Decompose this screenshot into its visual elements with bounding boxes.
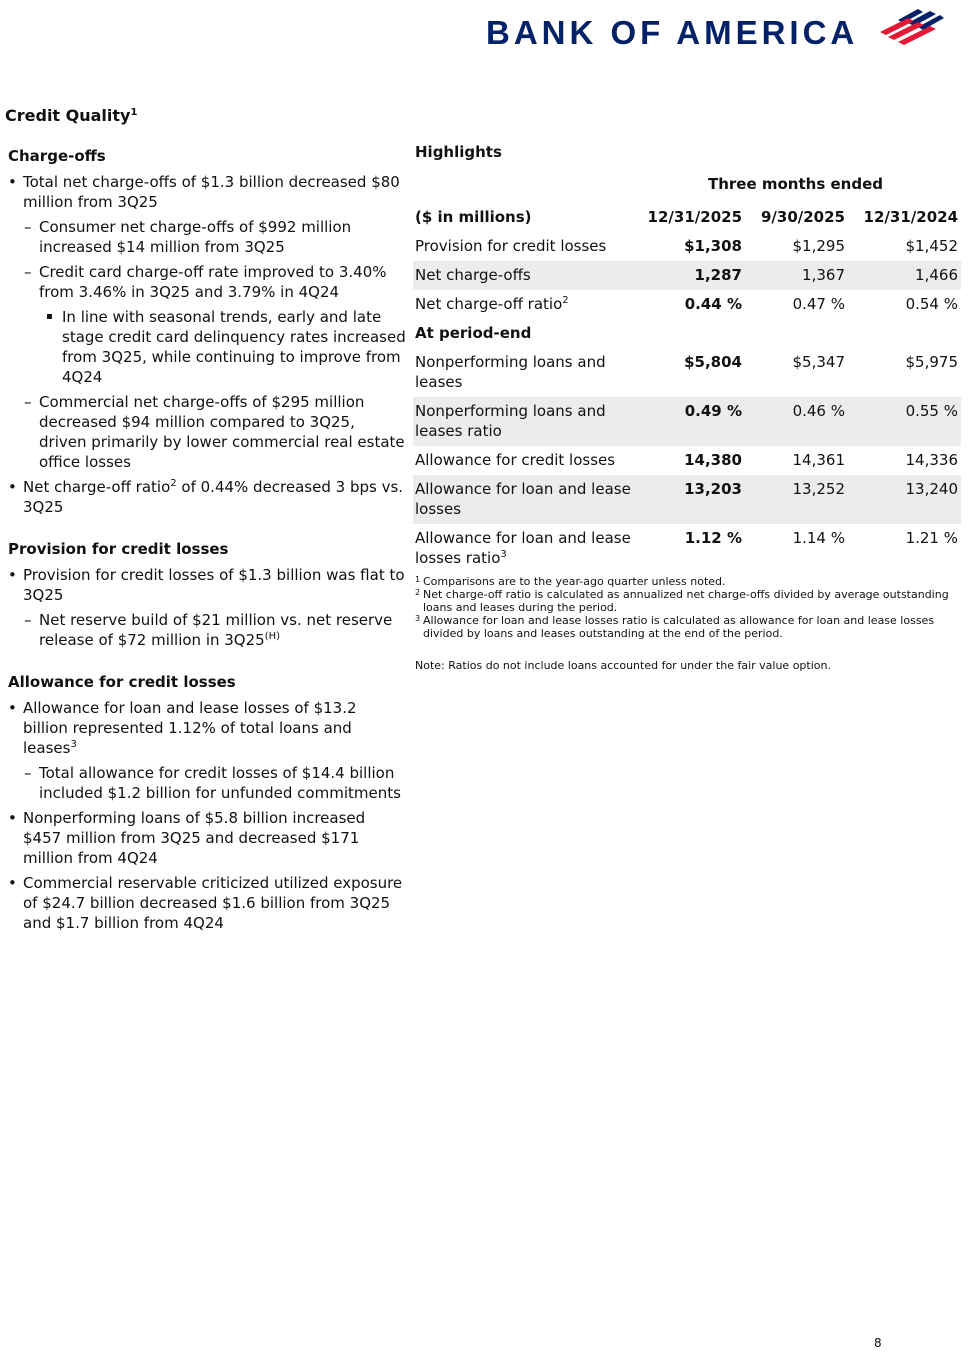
table-row: Nonperforming loans and leases ratio 0.49 % 0.46 % 0.55 % [413,397,961,446]
list-item: • Commercial reservable criticized utilized exposure of $24.7 billion decreased $1.6 billion from 3Q25 and $1.7 billion from 4Q24 [8,874,403,932]
section-title: Credit Quality$^1$ [5,106,138,125]
ratio-note: Note: Ratios do not include loans accounted for under the fair value option. [415,659,831,672]
column-header: 9/30/2025 [760,208,845,226]
column-header: 12/31/2024 [863,208,958,226]
table-row: Net charge-offs 1,287 1,367 1,466 [413,261,961,290]
table-row: Allowance for loan and lease losses 13,203 13,252 13,240 [413,475,961,524]
footnotes [415,575,961,672]
period-end-row: At period-end [415,324,532,342]
highlights-table [413,203,961,573]
footnote: 3 Allowance for loan and lease losses ratio is calculated as allowance for loan and lease losses divided by loans and leases outstanding at the end of the period. [415,614,935,640]
table-row: Net charge-off ratio$^2$ 0.44 % 0.47 % 0.54 % [415,295,958,313]
page-number: 8 [874,1336,882,1350]
chargeoffs-group [8,146,406,517]
list-item: • Total net charge-offs of $1.3 billion decreased $80 million from 3Q25 [8,173,400,211]
allowance-heading: Allowance for credit losses [8,673,236,691]
table-row: Nonperforming loans and leases $5,804 $5,347 $5,975 [415,353,958,391]
list-item: ▪ In line with seasonal trends, early and late stage credit card delinquency rates increased from 3Q25, while continuing to improve from 4Q24 [46,308,406,386]
highlights-title: Highlights [415,143,502,161]
list-item: – Credit card charge-off rate improved to 3.40% from 3.46% in 3Q25 and 3.79% in 4Q24 [24,263,387,301]
bank-of-america-logo [486,6,948,50]
column-label: ($ in millions) [415,208,532,226]
list-item: • Net charge-off ratio$^2$ of 0.44% decreased 3 bps vs. 3Q25 [8,478,404,516]
list-item: – Net reserve build of $21 million vs. net reserve release of $72 million in 3Q25$^{(H)}$ [24,611,393,649]
table-header-row [413,203,961,232]
list-item: • Allowance for loan and lease losses of $13.2 billion represented 1.12% of total loans and leases$^3$ [8,699,357,757]
provision-heading: Provision for credit losses [8,540,229,558]
footnote: 2 Net charge-off ratio is calculated as annualized net charge-offs divided by average outstanding loans and leases during the period. [415,588,949,614]
provision-group [8,539,406,650]
list-item: – Consumer net charge-offs of $992 million increased $14 million from 3Q25 [24,218,352,256]
list-item: • Provision for credit losses of $1.3 billion was flat to 3Q25 [8,566,405,604]
table-row: Allowance for credit losses 14,380 14,361 14,336 [415,451,958,469]
table-row: Allowance for loan and lease losses ratio$^3$ 1.12 % 1.14 % 1.21 % [415,529,958,567]
list-item: – Commercial net charge-offs of $295 million decreased $94 million compared to 3Q25, driven primarily by lower commercial real estate office losses [24,393,405,471]
period-header: Three months ended [708,175,883,193]
allowance-group [8,672,406,933]
commentary-column [8,146,406,955]
logo-wordmark: BANK OF AMERICA [486,14,859,51]
list-item: – Total allowance for credit losses of $14.4 billion included $1.2 billion for unfunded commitments [24,764,401,802]
footnote: 1 Comparisons are to the year-ago quarter unless noted. [415,575,726,588]
table-row: Provision for credit losses $1,308 $1,295 $1,452 [415,237,958,255]
chargeoffs-heading: Charge-offs [8,147,106,165]
flag-icon [878,6,946,50]
list-item: • Nonperforming loans of $5.8 billion increased $457 million from 3Q25 and decreased $171 million from 4Q24 [8,809,366,867]
column-header: 12/31/2025 [647,208,742,226]
